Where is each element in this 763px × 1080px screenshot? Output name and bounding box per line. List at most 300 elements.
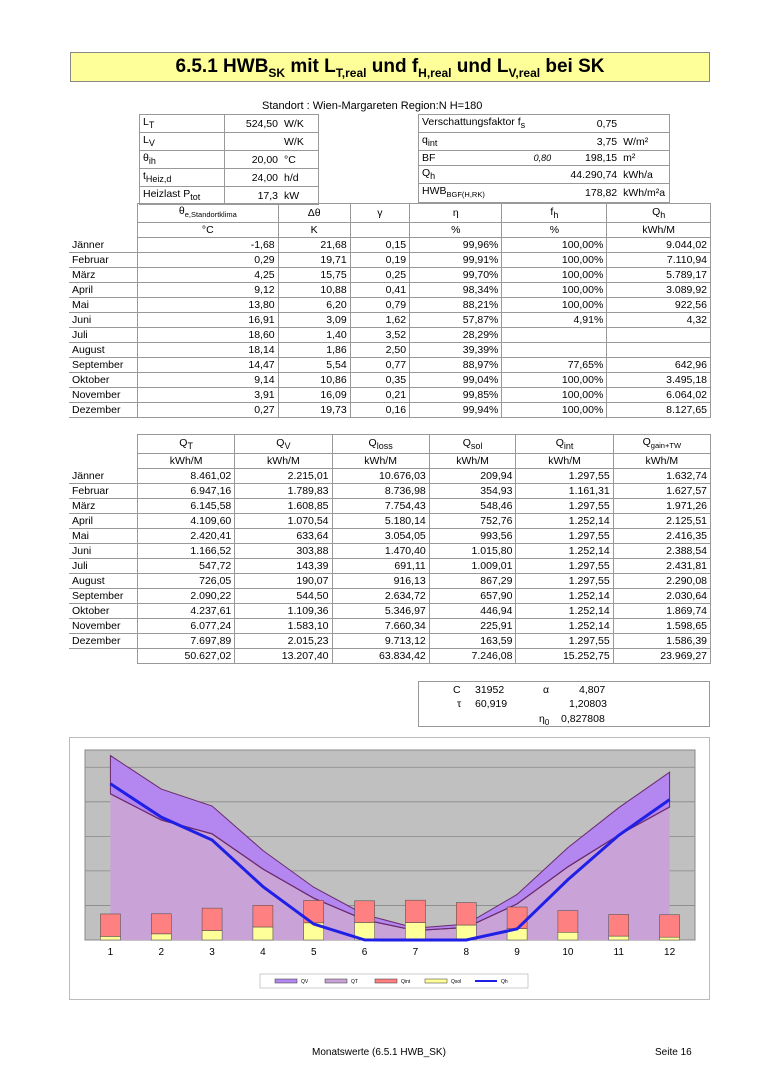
- month-label: August: [69, 343, 138, 358]
- corner-cell: [69, 204, 138, 223]
- value-cell: 163,59: [429, 634, 516, 649]
- param-symbol: $q_{int}$: [419, 133, 529, 151]
- value-cell: 5,54: [278, 358, 350, 373]
- value-cell: 0,15: [350, 238, 409, 253]
- value-cell: 13,80: [138, 298, 279, 313]
- month-label: Mai: [69, 298, 138, 313]
- value-cell: 5.346,97: [332, 604, 429, 619]
- value-cell: 99,94%: [410, 403, 502, 418]
- value-cell: 1.070,54: [235, 514, 332, 529]
- value-cell: 1.252,14: [516, 544, 613, 559]
- param-value: 198,15: [554, 151, 620, 166]
- param-extra: [528, 184, 554, 203]
- month-label: April: [69, 514, 138, 529]
- param-value: 524,50: [225, 115, 282, 133]
- column-header: $Q_{gain+TW}$: [613, 435, 710, 454]
- value-cell: 18,60: [138, 328, 279, 343]
- value-cell: 10.676,03: [332, 469, 429, 484]
- c-label: C: [453, 684, 461, 696]
- column-header: $f_h$: [502, 204, 607, 223]
- value-cell: 6.064,02: [607, 388, 711, 403]
- value-cell: 1.297,55: [516, 559, 613, 574]
- unit-cell: %: [502, 223, 607, 238]
- value-cell: 0,79: [350, 298, 409, 313]
- table-row: [69, 514, 711, 529]
- column-header: η: [410, 204, 502, 223]
- param-symbol: Verschattungsfaktor $f_s$: [419, 115, 529, 133]
- value-cell: 1.252,14: [516, 604, 613, 619]
- value-cell: 7.110,94: [607, 253, 711, 268]
- param-unit: [620, 115, 669, 133]
- value-cell: 752,76: [429, 514, 516, 529]
- column-header: $Q_V$: [235, 435, 332, 454]
- param-value: 24,00: [225, 169, 282, 187]
- value-cell: 3.089,92: [607, 283, 711, 298]
- value-cell: 8.461,02: [138, 469, 235, 484]
- total-cell: 63.834,42: [332, 649, 429, 664]
- legend-label: Qsol: [451, 979, 462, 985]
- value-cell: 0,29: [138, 253, 279, 268]
- total-cell: 23.969,27: [613, 649, 710, 664]
- value-cell: 6.145,58: [138, 499, 235, 514]
- param-row: [140, 169, 319, 187]
- column-header: $Q_{loss}$: [332, 435, 429, 454]
- bar-qsol: [405, 923, 425, 940]
- value-cell: 2.431,81: [613, 559, 710, 574]
- total-cell: 15.252,75: [516, 649, 613, 664]
- legend-swatch: [325, 979, 347, 983]
- bar-qint: [558, 911, 578, 933]
- param-symbol: $HWB_{BGF(H,RK)}$: [419, 184, 529, 203]
- alpha-value: 4,807: [579, 684, 606, 696]
- month-label: November: [69, 388, 138, 403]
- value-cell: 99,04%: [410, 373, 502, 388]
- value-cell: 8.127,65: [607, 403, 711, 418]
- value-cell: 1.598,65: [613, 619, 710, 634]
- value-cell: 1.583,10: [235, 619, 332, 634]
- value-cell: 2.290,08: [613, 574, 710, 589]
- param-symbol: $L_V$: [140, 133, 225, 151]
- param-unit: m²: [620, 151, 669, 166]
- param-symbol: $t_{Heiz,d}$: [140, 169, 225, 187]
- param-value: [225, 133, 282, 151]
- value-cell: 2.125,51: [613, 514, 710, 529]
- value-cell: 16,91: [138, 313, 279, 328]
- unit-cell: kWh/M: [138, 454, 235, 469]
- page-number: Seite 16: [655, 1047, 692, 1058]
- param-row: [419, 151, 670, 166]
- value-cell: 0,16: [350, 403, 409, 418]
- param-unit: °C: [281, 151, 319, 169]
- value-cell: 922,56: [607, 298, 711, 313]
- value-cell: [607, 328, 711, 343]
- value-cell: 548,46: [429, 499, 516, 514]
- value-cell: 209,94: [429, 469, 516, 484]
- month-label: März: [69, 499, 138, 514]
- param-row: [419, 115, 670, 133]
- value-cell: 916,13: [332, 574, 429, 589]
- month-label: Juni: [69, 313, 138, 328]
- unit-cell: kWh/M: [429, 454, 516, 469]
- corner-cell: [69, 454, 138, 469]
- bar-qsol: [609, 936, 629, 940]
- value-cell: 9,12: [138, 283, 279, 298]
- param-row: [419, 184, 670, 203]
- total-cell: 50.627,02: [138, 649, 235, 664]
- table-row: [69, 238, 711, 253]
- left-params-table: [139, 114, 319, 205]
- table-row: [69, 469, 711, 484]
- value-cell: 4,25: [138, 268, 279, 283]
- month-label: Juli: [69, 559, 138, 574]
- page-title: 6.5.1 $HWB_{SK}$ mit $L_{T,real}$ und $f_{H,real}$ und $L_{V,real}$ bei SK: [70, 52, 710, 82]
- x-tick-label: 12: [664, 947, 676, 958]
- c-value: 31952: [475, 684, 505, 696]
- eta0-value: 0,827808: [561, 713, 605, 725]
- total-cell: 13.207,40: [235, 649, 332, 664]
- value-cell: 10,86: [278, 373, 350, 388]
- value-cell: 100,00%: [502, 403, 607, 418]
- value-cell: 2.416,35: [613, 529, 710, 544]
- value-cell: 446,94: [429, 604, 516, 619]
- month-label: Dezember: [69, 403, 138, 418]
- x-tick-label: 5: [310, 947, 317, 958]
- value-cell: 0,35: [350, 373, 409, 388]
- legend-swatch: [275, 979, 297, 983]
- value-cell: 9.044,02: [607, 238, 711, 253]
- value-cell: 1.297,55: [516, 574, 613, 589]
- value-cell: 1.252,14: [516, 619, 613, 634]
- month-label: Dezember: [69, 634, 138, 649]
- table-row: [69, 388, 711, 403]
- location-label: Standort : Wien-Margareten Region:N H=180: [262, 100, 483, 112]
- column-header: $\theta_{e,Standortklima}$: [138, 204, 279, 223]
- value-cell: 1.009,01: [429, 559, 516, 574]
- unit-cell: kWh/M: [332, 454, 429, 469]
- value-cell: 2.090,22: [138, 589, 235, 604]
- param-value: 3,75: [554, 133, 620, 151]
- bar-qint: [253, 905, 273, 927]
- month-label: Jänner: [69, 238, 138, 253]
- monthly-climate-table: [69, 203, 711, 418]
- header-row: [69, 204, 711, 223]
- tau-label: τ: [457, 698, 462, 710]
- value-cell: 6.077,24: [138, 619, 235, 634]
- corner-cell: [69, 223, 138, 238]
- value-cell: 88,97%: [410, 358, 502, 373]
- table-row: [69, 313, 711, 328]
- table-row: [69, 283, 711, 298]
- x-tick-label: 3: [209, 947, 215, 958]
- value-cell: 143,39: [235, 559, 332, 574]
- table-row: [69, 343, 711, 358]
- unit-cell: kWh/M: [607, 223, 711, 238]
- unit-cell: kWh/M: [235, 454, 332, 469]
- unit-row: [69, 454, 711, 469]
- value-cell: 3.054,05: [332, 529, 429, 544]
- value-cell: 6.947,16: [138, 484, 235, 499]
- value-cell: 354,93: [429, 484, 516, 499]
- bar-qsol: [558, 932, 578, 940]
- month-label: Juli: [69, 328, 138, 343]
- value-cell: 726,05: [138, 574, 235, 589]
- value-cell: 9,14: [138, 373, 279, 388]
- legend-swatch: [375, 979, 397, 983]
- legend-label: Qint: [401, 979, 411, 985]
- value-cell: 1.470,40: [332, 544, 429, 559]
- unit-cell: °C: [138, 223, 279, 238]
- param-symbol: $L_T$: [140, 115, 225, 133]
- value-cell: 2.388,54: [613, 544, 710, 559]
- param-row: [140, 115, 319, 133]
- value-cell: 100,00%: [502, 283, 607, 298]
- month-label: September: [69, 589, 138, 604]
- bar-qint: [100, 914, 120, 936]
- x-tick-label: 10: [562, 947, 574, 958]
- column-header: Δθ: [278, 204, 350, 223]
- table-row: [69, 574, 711, 589]
- table-row: [69, 619, 711, 634]
- value-cell: 190,07: [235, 574, 332, 589]
- value-cell: 0,21: [350, 388, 409, 403]
- month-label: Februar: [69, 253, 138, 268]
- bar-qint: [202, 908, 222, 930]
- value-cell: 4.109,60: [138, 514, 235, 529]
- value-cell: 7.754,43: [332, 499, 429, 514]
- column-header: $Q_{sol}$: [429, 435, 516, 454]
- param-unit: kWh/m²a: [620, 184, 669, 203]
- value-cell: 1.297,55: [516, 529, 613, 544]
- bar-qsol: [151, 934, 171, 940]
- unit-cell: [350, 223, 409, 238]
- value-cell: 1.252,14: [516, 514, 613, 529]
- param-value: 0,75: [554, 115, 620, 133]
- param-unit: kW: [281, 187, 319, 205]
- bar-qsol: [100, 936, 120, 940]
- value-cell: 544,50: [235, 589, 332, 604]
- param-unit: W/m²: [620, 133, 669, 151]
- value-cell: 98,34%: [410, 283, 502, 298]
- value-cell: -1,68: [138, 238, 279, 253]
- header-row: [69, 435, 711, 454]
- table-row: [69, 373, 711, 388]
- unit-cell: %: [410, 223, 502, 238]
- param-extra: 0,80: [528, 151, 554, 166]
- value-cell: 2.015,23: [235, 634, 332, 649]
- value-cell: 3,52: [350, 328, 409, 343]
- param-value: 20,00: [225, 151, 282, 169]
- value-cell: 1.627,57: [613, 484, 710, 499]
- unit-cell: kWh/M: [516, 454, 613, 469]
- value-cell: 1,86: [278, 343, 350, 358]
- value-cell: 1.608,85: [235, 499, 332, 514]
- value-cell: [502, 343, 607, 358]
- value-cell: 28,29%: [410, 328, 502, 343]
- value-cell: [607, 343, 711, 358]
- total-cell: 7.246,08: [429, 649, 516, 664]
- param-symbol: $Q_h$: [419, 166, 529, 184]
- totals-row: [69, 649, 711, 664]
- param-extra: [528, 133, 554, 151]
- bar-qsol: [253, 927, 273, 940]
- month-label: September: [69, 358, 138, 373]
- param-row: [140, 133, 319, 151]
- table-row: [69, 529, 711, 544]
- value-cell: 1.586,39: [613, 634, 710, 649]
- value-cell: 1.869,74: [613, 604, 710, 619]
- value-cell: 6,20: [278, 298, 350, 313]
- value-cell: 1.297,55: [516, 499, 613, 514]
- value-cell: 99,70%: [410, 268, 502, 283]
- bar-qint: [405, 900, 425, 922]
- corner-cell: [69, 435, 138, 454]
- bar-qsol: [202, 931, 222, 940]
- month-label: Oktober: [69, 604, 138, 619]
- value-cell: 1.015,80: [429, 544, 516, 559]
- value-cell: 99,91%: [410, 253, 502, 268]
- param-extra: [528, 166, 554, 184]
- value-cell: 2.030,64: [613, 589, 710, 604]
- value-cell: 1.297,55: [516, 634, 613, 649]
- value-cell: [502, 328, 607, 343]
- value-cell: 99,85%: [410, 388, 502, 403]
- table-row: [69, 544, 711, 559]
- x-tick-label: 11: [613, 947, 624, 958]
- value-cell: 100,00%: [502, 373, 607, 388]
- column-header: $Q_{int}$: [516, 435, 613, 454]
- table-row: [69, 298, 711, 313]
- month-label: Mai: [69, 529, 138, 544]
- value-cell: 100,00%: [502, 238, 607, 253]
- value-cell: 100,00%: [502, 388, 607, 403]
- value-cell: 691,11: [332, 559, 429, 574]
- month-label: April: [69, 283, 138, 298]
- month-label: Oktober: [69, 373, 138, 388]
- value-cell: 7.660,34: [332, 619, 429, 634]
- value-cell: 1.632,74: [613, 469, 710, 484]
- value-cell: 7.697,89: [138, 634, 235, 649]
- x-tick-label: 4: [260, 947, 266, 958]
- value-cell: 18,14: [138, 343, 279, 358]
- tau-value: 60,919: [475, 698, 508, 710]
- value-cell: 4.237,61: [138, 604, 235, 619]
- param-symbol: BF: [419, 151, 529, 166]
- value-cell: 3.495,18: [607, 373, 711, 388]
- value-cell: 1.166,52: [138, 544, 235, 559]
- constants-box: [418, 681, 710, 727]
- column-header: γ: [350, 204, 409, 223]
- value-cell: 0,27: [138, 403, 279, 418]
- month-label: Februar: [69, 484, 138, 499]
- value-cell: 21,68: [278, 238, 350, 253]
- value-cell: 16,09: [278, 388, 350, 403]
- value-cell: 867,29: [429, 574, 516, 589]
- month-label: Juni: [69, 544, 138, 559]
- value-cell: 14,47: [138, 358, 279, 373]
- param-row: [419, 133, 670, 151]
- bar-qint: [355, 901, 375, 923]
- value-cell: 8.736,98: [332, 484, 429, 499]
- value-cell: 99,96%: [410, 238, 502, 253]
- table-row: [69, 328, 711, 343]
- month-label: Jänner: [69, 469, 138, 484]
- value-cell: 100,00%: [502, 268, 607, 283]
- param-row: [419, 166, 670, 184]
- bar-qsol: [660, 937, 680, 940]
- param-unit: W/K: [281, 133, 319, 151]
- column-header: $Q_h$: [607, 204, 711, 223]
- monthly-energy-table: [69, 434, 711, 664]
- x-tick-label: 9: [514, 947, 520, 958]
- table-row: [69, 268, 711, 283]
- table-row: [69, 358, 711, 373]
- x-value: 1,20803: [569, 698, 607, 710]
- chart-svg: [70, 738, 709, 999]
- corner-cell: [69, 649, 138, 664]
- table-row: [69, 559, 711, 574]
- param-unit: W/K: [281, 115, 319, 133]
- param-value: 17,3: [225, 187, 282, 205]
- legend-swatch: [425, 979, 447, 983]
- legend-label: QV: [301, 979, 309, 985]
- unit-cell: kWh/M: [613, 454, 710, 469]
- unit-cell: K: [278, 223, 350, 238]
- value-cell: 0,77: [350, 358, 409, 373]
- value-cell: 15,75: [278, 268, 350, 283]
- month-label: August: [69, 574, 138, 589]
- value-cell: 10,88: [278, 283, 350, 298]
- param-value: 44.290,74: [554, 166, 620, 184]
- table-row: [69, 634, 711, 649]
- bar-qint: [151, 914, 171, 934]
- bar-qint: [507, 907, 527, 929]
- value-cell: 3,09: [278, 313, 350, 328]
- value-cell: 1.109,36: [235, 604, 332, 619]
- value-cell: 303,88: [235, 544, 332, 559]
- table-row: [69, 484, 711, 499]
- table-row: [69, 589, 711, 604]
- param-row: [140, 151, 319, 169]
- value-cell: 1.161,31: [516, 484, 613, 499]
- x-tick-label: 8: [463, 947, 470, 958]
- footer-title: Monatswerte (6.5.1 HWB_SK): [312, 1047, 446, 1058]
- value-cell: 1.297,55: [516, 469, 613, 484]
- value-cell: 100,00%: [502, 298, 607, 313]
- value-cell: 19,71: [278, 253, 350, 268]
- value-cell: 642,96: [607, 358, 711, 373]
- value-cell: 547,72: [138, 559, 235, 574]
- value-cell: 657,90: [429, 589, 516, 604]
- value-cell: 2.420,41: [138, 529, 235, 544]
- param-symbol: Heizlast $P_{tot}$: [140, 187, 225, 205]
- value-cell: 0,41: [350, 283, 409, 298]
- value-cell: 5.789,17: [607, 268, 711, 283]
- monthly-chart: [69, 737, 710, 1000]
- alpha-label: α: [543, 684, 550, 696]
- value-cell: 2.215,01: [235, 469, 332, 484]
- value-cell: 1,62: [350, 313, 409, 328]
- value-cell: 2.634,72: [332, 589, 429, 604]
- value-cell: 100,00%: [502, 253, 607, 268]
- value-cell: 3,91: [138, 388, 279, 403]
- table-row: [69, 403, 711, 418]
- value-cell: 0,19: [350, 253, 409, 268]
- legend-label: QT: [351, 979, 358, 985]
- eta0-label: $\eta_0$: [539, 713, 550, 728]
- value-cell: 39,39%: [410, 343, 502, 358]
- value-cell: 1.252,14: [516, 589, 613, 604]
- param-value: 178,82: [554, 184, 620, 203]
